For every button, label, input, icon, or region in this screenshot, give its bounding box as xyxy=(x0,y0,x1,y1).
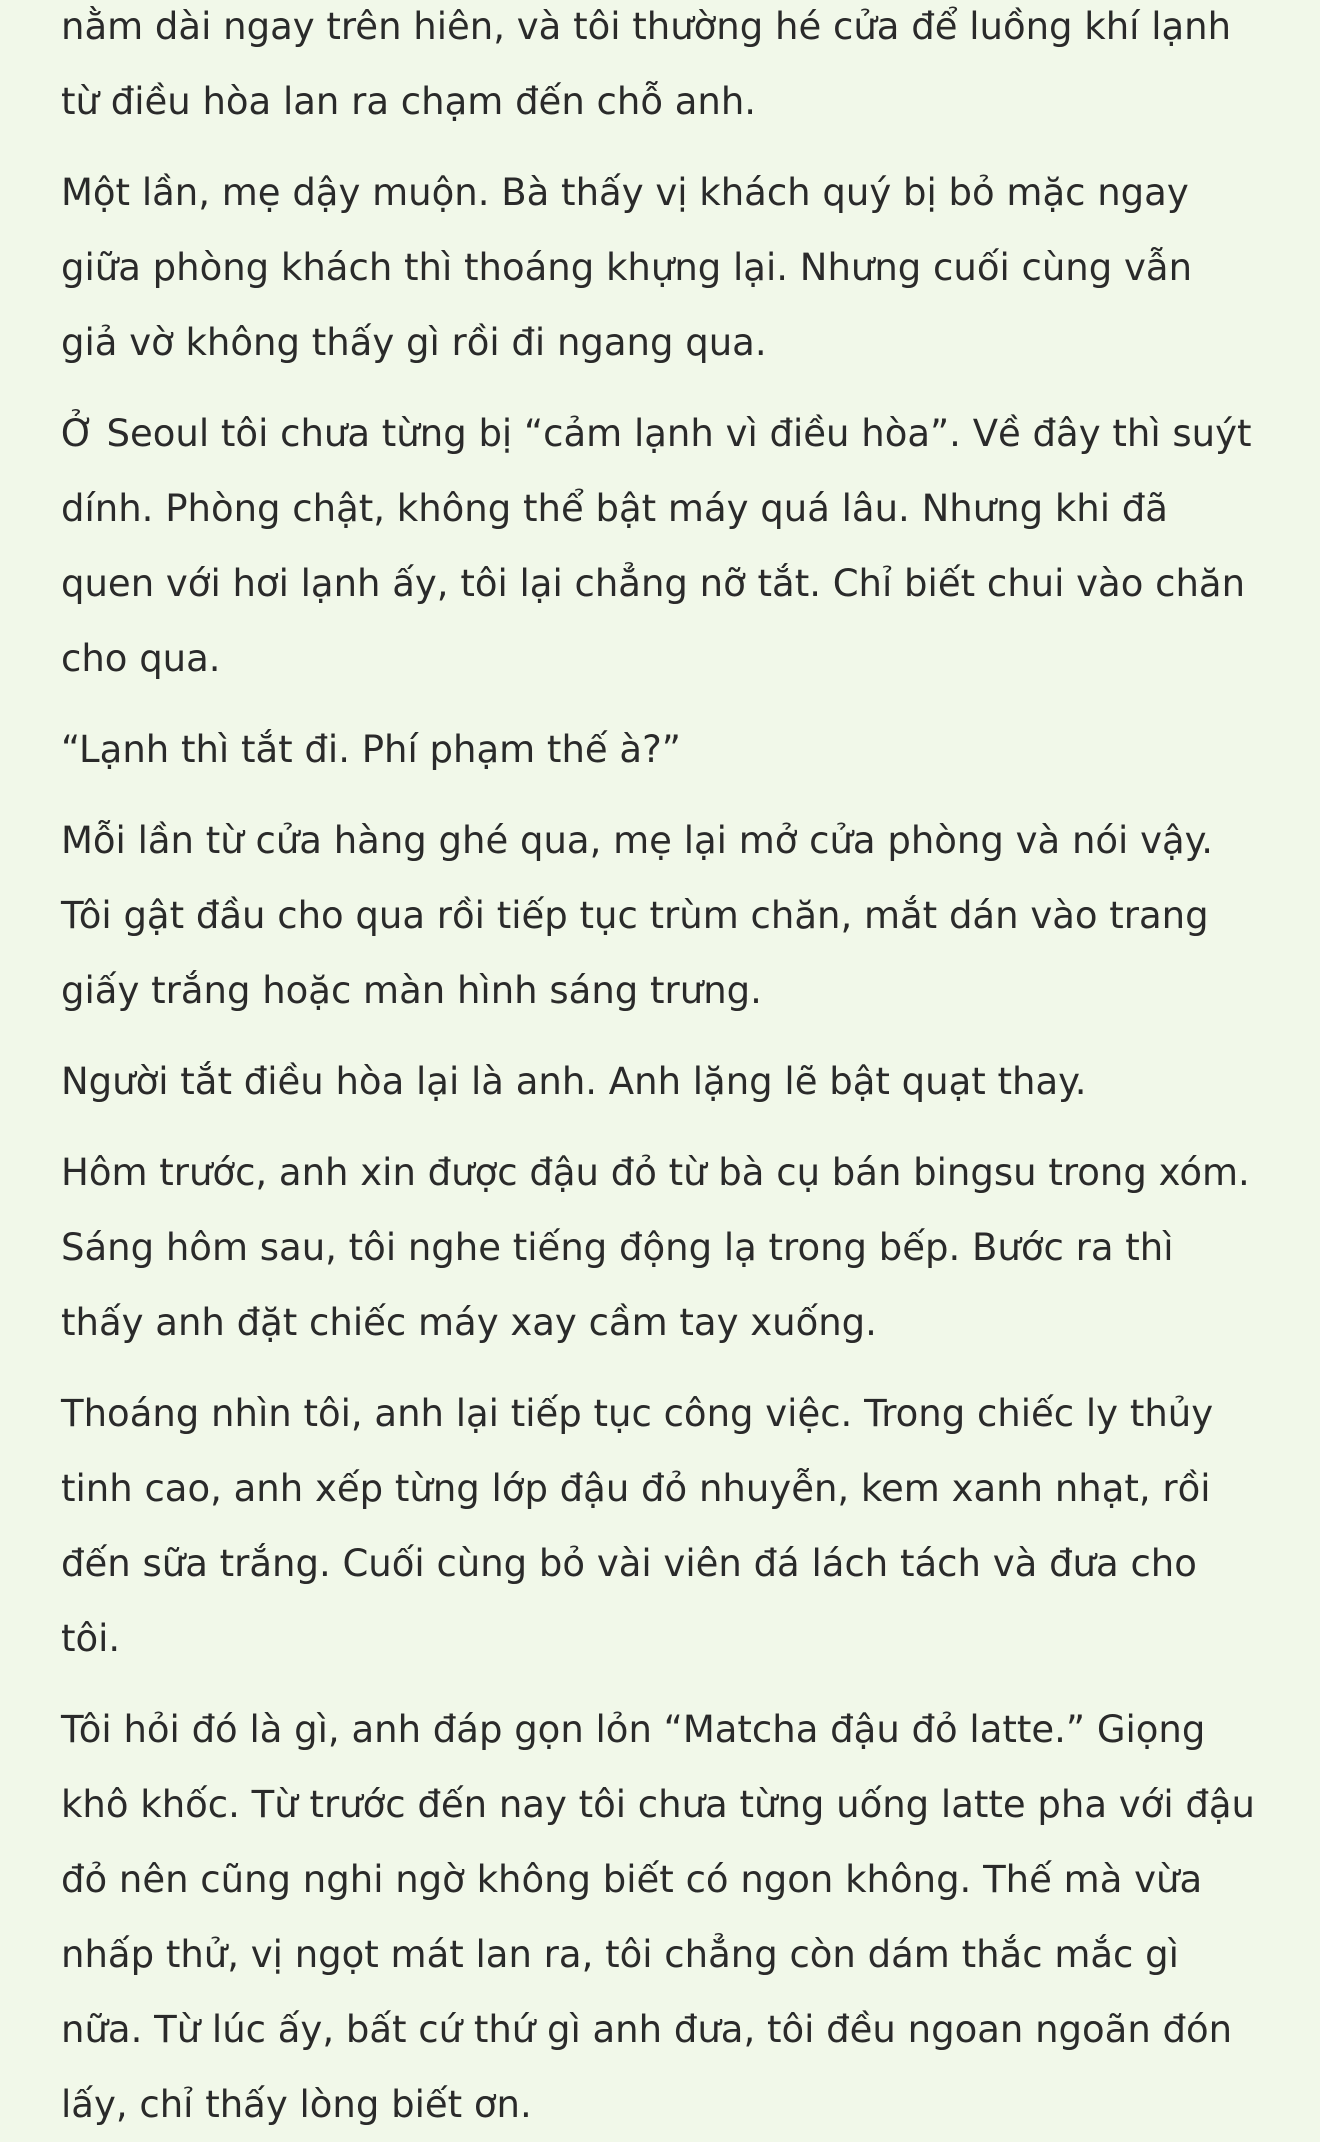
story-text-column xyxy=(61,0,1260,2142)
story-paragraph: nằm dài ngay trên hiên, và tôi thường hé cửa để luồng khí lạnh từ điều hòa lan ra chạm đến chỗ anh. xyxy=(61,5,1232,123)
story-paragraph: Người tắt điều hòa lại là anh. Anh lặng lẽ bật quạt thay. xyxy=(61,1060,1087,1103)
story-paragraph: Tôi hỏi đó là gì, anh đáp gọn lỏn “Matcha đậu đỏ latte.” Giọng khô khốc. Từ trước đến nay tôi chưa từng uống latte pha với đậu đỏ nên cũng nghi ngờ không biết có ngon không. Thế mà vừa nhấp thử, vị ngọt mát lan ra, tôi chẳng còn dám thắc mắc gì nữa. Từ lúc ấy, bất cứ thứ gì anh đưa, tôi đều ngoan ngoãn đón lấy, chỉ thấy lòng biết ơn. xyxy=(61,1708,1255,2126)
story-paragraph: Một lần, mẹ dậy muộn. Bà thấy vị khách quý bị bỏ mặc ngay giữa phòng khách thì thoáng khựng lại. Nhưng cuối cùng vẫn giả vờ không thấy gì rồi đi ngang qua. xyxy=(61,171,1193,364)
story-paragraph: Thoáng nhìn tôi, anh lại tiếp tục công việc. Trong chiếc ly thủy tinh cao, anh xếp từng lớp đậu đỏ nhuyễn, kem xanh nhạt, rồi đến sữa trắng. Cuối cùng bỏ vài viên đá lách tách và đưa cho tôi. xyxy=(61,1392,1214,1660)
story-paragraph: “Lạnh thì tắt đi. Phí phạm thế à?” xyxy=(61,728,681,771)
story-paragraph: Ở Seoul tôi chưa từng bị “cảm lạnh vì điều hòa”. Về đây thì suýt dính. Phòng chật, không thể bật máy quá lâu. Nhưng khi đã quen với hơi lạnh ấy, tôi lại chẳng nỡ tắt. Chỉ biết chui vào chăn cho qua. xyxy=(61,412,1252,680)
story-paragraph: Hôm trước, anh xin được đậu đỏ từ bà cụ bán bingsu trong xóm. Sáng hôm sau, tôi nghe tiếng động lạ trong bếp. Bước ra thì thấy anh đặt chiếc máy xay cầm tay xuống. xyxy=(61,1151,1250,1344)
story-paragraph: Mỗi lần từ cửa hàng ghé qua, mẹ lại mở cửa phòng và nói vậy. Tôi gật đầu cho qua rồi tiếp tục trùm chăn, mắt dán vào trang giấy trắng hoặc màn hình sáng trưng. xyxy=(61,819,1214,1012)
